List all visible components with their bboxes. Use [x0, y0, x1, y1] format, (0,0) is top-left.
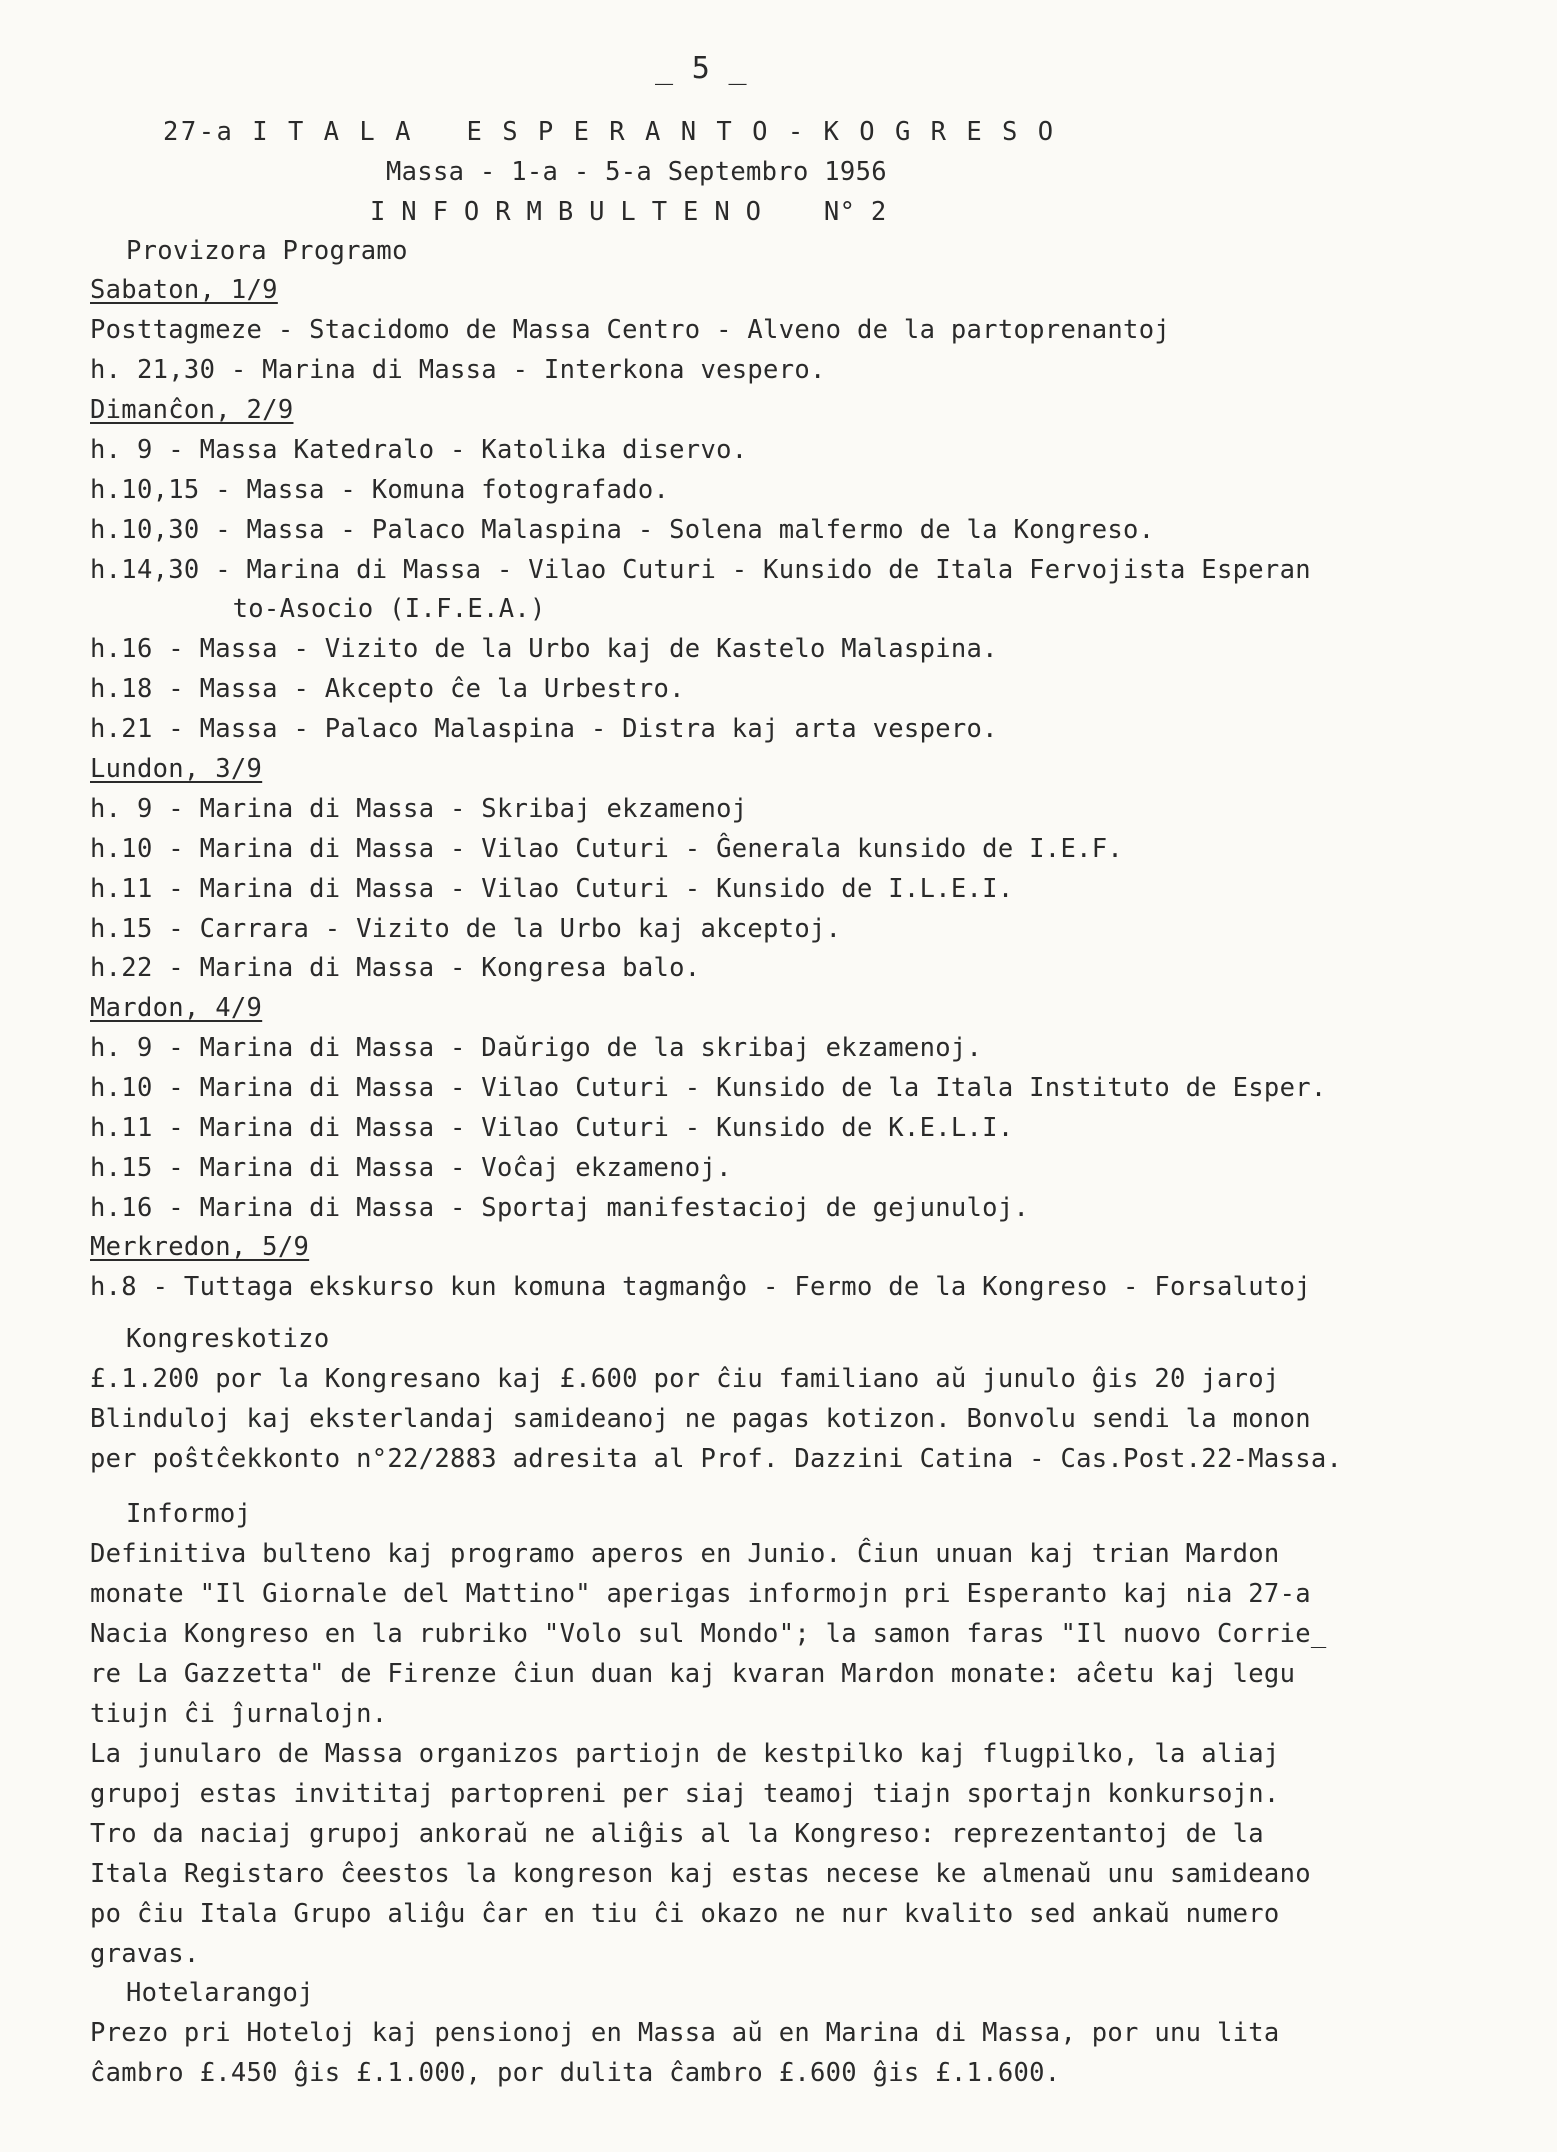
- hoteloj-heading: Hotelarangoj: [126, 1978, 314, 2008]
- informoj-text: re La Gazzetta" de Firenze ĉiun duan kaj kvaran Mardon monate: aĉetu kaj legu: [90, 1659, 1296, 1689]
- program-entry: h.22 - Marina di Massa - Kongresa balo.: [90, 953, 701, 983]
- informoj-text: monate "Il Giornale del Mattino" aperigas informojn pri Esperanto kaj nia 27-a: [90, 1579, 1311, 1609]
- program-entry: h.10,30 - Massa - Palaco Malaspina - Solena malfermo de la Kongreso.: [90, 515, 1155, 545]
- informoj-heading: Informoj: [126, 1499, 252, 1529]
- place-dates: Massa - 1-a - 5-a Septembro 1956: [386, 157, 887, 187]
- informoj-text: po ĉiu Itala Grupo aliĝu ĉar en tiu ĉi okazo ne nur kvalito sed ankaŭ numero: [90, 1899, 1280, 1929]
- program-entry: h.18 - Massa - Akcepto ĉe la Urbestro.: [90, 674, 685, 704]
- day-heading-merkredon: Merkredon, 5/9: [90, 1232, 310, 1262]
- kotizo-text: £.1.200 por la Kongresano kaj £.600 por ĉiu familiano aŭ junulo ĝis 20 jaroj: [90, 1364, 1280, 1394]
- page-number: _ 5 _: [655, 51, 747, 86]
- program-entry: h. 9 - Marina di Massa - Daŭrigo de la skribaj ekzamenoj.: [90, 1033, 983, 1063]
- program-entry: h.8 - Tuttaga ekskurso kun komuna tagmanĝo - Fermo de la Kongreso - Forsalutoj: [90, 1272, 1311, 1302]
- informoj-text: tiujn ĉi ĵurnalojn.: [90, 1699, 388, 1729]
- program-entry: Posttagmeze - Stacidomo de Massa Centro - Alveno de la partoprenantoj: [90, 315, 1171, 345]
- informoj-text: Tro da naciaj grupoj ankoraŭ ne aliĝis al la Kongreso: reprezentantoj de la: [90, 1819, 1264, 1849]
- hoteloj-text: ĉambro £.450 ĝis £.1.000, por dulita ĉambro £.600 ĝis £.1.600.: [90, 2058, 1061, 2088]
- program-entry: h.15 - Marina di Massa - Voĉaj ekzamenoj.: [90, 1153, 732, 1183]
- program-entry: h. 21,30 - Marina di Massa - Interkona vespero.: [90, 355, 826, 385]
- day-heading-sabaton: Sabaton, 1/9: [90, 275, 278, 305]
- day-heading-lundon: Lundon, 3/9: [90, 754, 263, 784]
- program-title: Provizora Programo: [126, 236, 408, 266]
- program-entry: h.10 - Marina di Massa - Vilao Cuturi - Kunsido de la Itala Instituto de Esper.: [90, 1073, 1327, 1103]
- program-entry: h. 9 - Massa Katedralo - Katolika diservo.: [90, 435, 748, 465]
- informoj-text: Itala Registaro ĉeestos la kongreson kaj estas necese ke almenaŭ unu samideano: [90, 1859, 1311, 1889]
- day-heading-mardon: Mardon, 4/9: [90, 993, 263, 1023]
- day-heading-dimancon: Dimanĉon, 2/9: [90, 395, 294, 425]
- kotizo-text: per poŝtĉekkonto n°22/2883 adresita al Prof. Dazzini Catina - Cas.Post.22-Massa.: [90, 1444, 1343, 1474]
- program-entry: h.16 - Massa - Vizito de la Urbo kaj de Kastelo Malaspina.: [90, 634, 998, 664]
- kotizo-heading: Kongreskotizo: [126, 1324, 330, 1354]
- informoj-text: Definitiva bulteno kaj programo aperos en Junio. Ĉiun unuan kaj trian Mardon: [90, 1539, 1280, 1569]
- program-entry: h.11 - Marina di Massa - Vilao Cuturi - Kunsido de K.E.L.I.: [90, 1113, 1014, 1143]
- informoj-text: grupoj estas invititaj partopreni per siaj teamoj tiajn sportajn konkursojn.: [90, 1779, 1280, 1809]
- informoj-text: La junularo de Massa organizos partiojn de kestpilko kaj flugpilko, la aliaj: [90, 1739, 1280, 1769]
- program-entry: h.10,15 - Massa - Komuna fotografado.: [90, 475, 670, 505]
- program-entry: h.10 - Marina di Massa - Vilao Cuturi - Ĝenerala kunsido de I.E.F.: [90, 834, 1124, 864]
- informoj-text: Nacia Kongreso en la rubriko "Volo sul Mondo"; la samon faras "Il nuovo Corrie_: [90, 1619, 1327, 1649]
- program-entry: h.11 - Marina di Massa - Vilao Cuturi - Kunsido de I.L.E.I.: [90, 874, 1014, 904]
- program-entry: h.15 - Carrara - Vizito de la Urbo kaj akceptoj.: [90, 914, 842, 944]
- program-entry-continued: to-Asocio (I.F.E.A.): [170, 594, 546, 624]
- hoteloj-text: Prezo pri Hoteloj kaj pensionoj en Massa aŭ en Marina di Massa, por unu lita: [90, 2018, 1280, 2048]
- informoj-text: gravas.: [90, 1939, 200, 1969]
- program-entry: h.21 - Massa - Palaco Malaspina - Distra kaj arta vespero.: [90, 714, 998, 744]
- program-entry: h.16 - Marina di Massa - Sportaj manifestacioj de gejunuloj.: [90, 1193, 1030, 1223]
- bulletin-number: I N F O R M B U L T E N O N° 2: [370, 197, 887, 227]
- program-entry: h. 9 - Marina di Massa - Skribaj ekzamenoj: [90, 794, 748, 824]
- kotizo-text: Blinduloj kaj eksterlandaj samideanoj ne pagas kotizon. Bonvolu sendi la monon: [90, 1404, 1311, 1434]
- program-entry: h.14,30 - Marina di Massa - Vilao Cuturi - Kunsido de Itala Fervojista Esperan: [90, 555, 1311, 585]
- congress-title: 27-a I T A L A E S P E R A N T O - K O G R E S O: [163, 117, 1056, 147]
